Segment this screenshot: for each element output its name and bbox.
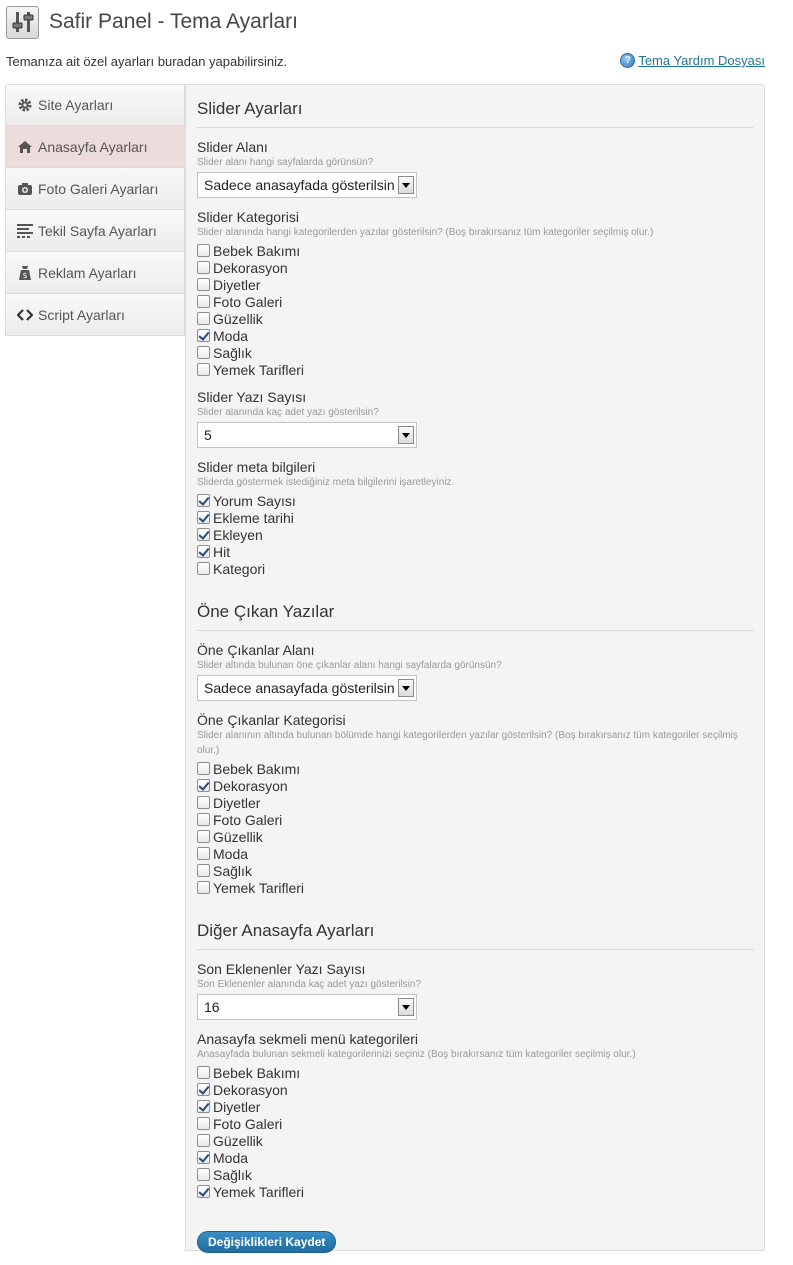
select-slider-alani[interactable]	[197, 172, 417, 198]
checkbox-label: Diyetler	[213, 1098, 261, 1115]
chevron-down-icon[interactable]	[398, 426, 414, 444]
page-header	[6, 5, 298, 39]
checkbox-label: Ekleyen	[213, 526, 263, 543]
sidebar-item-label: Script Ayarları	[38, 306, 125, 323]
field-slider-alani	[197, 139, 754, 198]
sidebar-item-label: Foto Galeri Ayarları	[38, 180, 159, 197]
checkbox-option-yemek-tarifleri[interactable]	[197, 879, 754, 896]
checkbox-option-guzellik[interactable]	[197, 1132, 754, 1149]
camera-icon	[16, 181, 34, 197]
sidebar-item-label: Tekil Sayfa Ayarları	[38, 222, 157, 239]
gear-icon	[16, 97, 34, 113]
checkbox-option-ekleyen[interactable]	[197, 526, 754, 543]
select-one-cikanlar-alani[interactable]	[197, 675, 417, 701]
chevron-down-icon[interactable]	[398, 176, 414, 194]
checkbox[interactable]	[197, 830, 210, 843]
field-label: Son Eklenenler Yazı Sayısı	[197, 961, 366, 977]
checkbox[interactable]	[197, 813, 210, 826]
code-icon	[16, 307, 34, 323]
sidebar-item-label: Anasayfa Ayarları	[38, 138, 148, 155]
field-anasayfa-sekmeli-menu-kategorileri	[197, 1031, 754, 1200]
field-description: Son Eklenenler alanında kaç adet yazı gösterilsin?	[197, 979, 422, 990]
help-icon[interactable]: ?	[620, 53, 635, 68]
checkbox-label: Sağlık	[213, 862, 252, 879]
field-one-cikanlar-kategorisi	[197, 712, 754, 896]
chevron-down-icon[interactable]	[398, 679, 414, 697]
select-slider-yazi-sayisi[interactable]	[197, 422, 417, 448]
checkbox-label: Güzellik	[213, 828, 263, 845]
checkbox-option-ekleme-tarihi[interactable]	[197, 509, 754, 526]
section-title-one-cikan-yazilar: Öne Çıkan Yazılar	[197, 588, 754, 631]
checkbox-label: Yemek Tarifleri	[213, 361, 305, 378]
checkbox-option-bebek-bakimi[interactable]	[197, 1064, 754, 1081]
checkbox-option-diyetler[interactable]	[197, 794, 754, 811]
checkbox-option-dekorasyon[interactable]	[197, 1081, 754, 1098]
field-label: Öne Çıkanlar Alanı	[197, 642, 315, 658]
checkbox[interactable]	[197, 295, 210, 308]
select-value: Sadece anasayfada gösterilsin	[204, 177, 395, 193]
checkbox[interactable]	[197, 244, 210, 257]
checkbox-label: Moda	[213, 845, 249, 862]
checkbox-option-diyetler[interactable]	[197, 276, 754, 293]
field-description: Slider alanında hangi kategorilerden yazılar gösterilsin? (Boş bırakırsanız tüm kategoriler seçilmiş olur.)	[197, 227, 654, 238]
checkbox[interactable]	[197, 1100, 210, 1113]
lines-icon	[16, 223, 34, 239]
checkbox-option-saglik[interactable]	[197, 1166, 754, 1183]
checkbox-option-moda[interactable]	[197, 1149, 754, 1166]
checkbox-option-diyetler[interactable]	[197, 1098, 754, 1115]
checkbox-option-guzellik[interactable]	[197, 310, 754, 327]
checkbox-label: Diyetler	[213, 276, 261, 293]
page-title: Safir Panel - Tema Ayarları	[49, 10, 299, 33]
checkbox-option-foto-galeri[interactable]	[197, 811, 754, 828]
checkbox[interactable]	[197, 1168, 210, 1181]
sidebar-item-label: Reklam Ayarları	[38, 264, 137, 281]
checkbox-label: Bebek Bakımı	[213, 242, 301, 259]
checkbox[interactable]	[197, 762, 210, 775]
checkbox-label: Dekorasyon	[213, 259, 288, 276]
checkbox-label: Foto Galeri	[213, 811, 283, 828]
field-description: Anasayfada bulunan sekmeli kategorilerinizi seçiniz (Boş bırakırsanız tüm kategoriler seçilmiş olur.)	[197, 1049, 636, 1060]
checkbox[interactable]	[197, 363, 210, 376]
checkbox[interactable]	[197, 847, 210, 860]
checkbox[interactable]	[197, 1066, 210, 1079]
checkbox-option-dekorasyon[interactable]	[197, 259, 754, 276]
checkbox[interactable]	[197, 1151, 210, 1164]
sidebar-item-foto-galeri-ayarlari[interactable]	[5, 168, 185, 210]
field-label: Slider Alanı	[197, 139, 268, 155]
field-description: Slider altında bulunan öne çıkanlar alanı hangi sayfalarda görünsün?	[197, 660, 502, 671]
checkbox-label: Ekleme tarihi	[213, 509, 294, 526]
checkbox-option-bebek-bakimi[interactable]	[197, 242, 754, 259]
checkbox-option-yorum-sayisi[interactable]	[197, 492, 754, 509]
checkbox-option-saglik[interactable]	[197, 862, 754, 879]
field-slider-meta-bilgileri	[197, 459, 754, 577]
checkbox[interactable]	[197, 494, 210, 507]
checkbox-label: Güzellik	[213, 1132, 263, 1149]
field-label: Slider Yazı Sayısı	[197, 389, 307, 405]
help-link[interactable]: Tema Yardım Dosyası	[638, 53, 765, 68]
field-description: Slider alanında kaç adet yazı gösterilsin?	[197, 407, 379, 418]
checkbox-label: Foto Galeri	[213, 1115, 283, 1132]
settings-sliders-icon	[6, 6, 39, 39]
money-bag-icon	[16, 265, 34, 281]
checkbox-label: Foto Galeri	[213, 293, 283, 310]
sidebar-item-reklam-ayarlari[interactable]	[5, 252, 185, 294]
checkbox-label: Bebek Bakımı	[213, 1064, 301, 1081]
help-link-container[interactable]	[620, 53, 765, 68]
sidebar-item-script-ayarlari[interactable]	[5, 294, 185, 336]
checkbox-option-foto-galeri[interactable]	[197, 293, 754, 310]
checkbox[interactable]	[197, 528, 210, 541]
save-button[interactable]: Değişiklikleri Kaydet	[197, 1231, 336, 1253]
checkbox[interactable]	[197, 511, 210, 524]
checkbox[interactable]	[197, 1083, 210, 1096]
sidebar-item-anasayfa-ayarlari[interactable]	[5, 126, 185, 168]
sidebar-item-site-ayarlari[interactable]	[5, 84, 185, 126]
field-description: Sliderda göstermek istediğiniz meta bilgilerini işaretleyiniz.	[197, 477, 455, 488]
checkbox-label: Yorum Sayısı	[213, 492, 296, 509]
checkbox-option-foto-galeri[interactable]	[197, 1115, 754, 1132]
checkbox[interactable]	[197, 881, 210, 894]
checkbox[interactable]	[197, 562, 210, 575]
field-one-cikanlar-alani	[197, 642, 754, 701]
checkbox-label: Moda	[213, 327, 249, 344]
checkbox-label: Moda	[213, 1149, 249, 1166]
checkbox-label: Sağlık	[213, 1166, 252, 1183]
checkbox-label: Dekorasyon	[213, 1081, 288, 1098]
settings-panel	[185, 84, 765, 1251]
field-slider-kategorisi	[197, 209, 754, 378]
section-title-diger-anasayfa-ayarlari: Diğer Anasayfa Ayarları	[197, 907, 754, 950]
checkbox-label: Diyetler	[213, 794, 261, 811]
checkbox[interactable]	[197, 1185, 210, 1198]
checkbox-option-yemek-tarifleri[interactable]	[197, 1183, 754, 1200]
sidebar-item-label: Site Ayarları	[38, 97, 114, 113]
checkbox[interactable]	[197, 278, 210, 291]
checkbox[interactable]	[197, 1117, 210, 1130]
checkbox[interactable]	[197, 779, 210, 792]
checkbox-label: Yemek Tarifleri	[213, 879, 305, 896]
select-value: 5	[204, 427, 212, 443]
field-description: Slider alanının altında bulunan bölümde hangi kategorilerden yazılar gösterilsin? (Boş bırakırsanız tüm kategoriler seçilmiş olur.)	[197, 730, 738, 756]
checkbox[interactable]	[197, 545, 210, 558]
checkbox-option-yemek-tarifleri[interactable]	[197, 361, 754, 378]
chevron-down-icon[interactable]	[398, 998, 414, 1016]
select-value: Sadece anasayfada gösterilsin	[204, 680, 395, 696]
field-son-eklenenler-yazi-sayisi	[197, 961, 754, 1020]
checkbox[interactable]	[197, 796, 210, 809]
checkbox[interactable]	[197, 864, 210, 877]
checkbox-option-moda[interactable]	[197, 327, 754, 344]
checkbox-label: Dekorasyon	[213, 777, 288, 794]
sidebar-item-tekil-sayfa-ayarlari[interactable]	[5, 210, 185, 252]
field-label: Anasayfa sekmeli menü kategorileri	[197, 1031, 418, 1047]
checkbox-label: Sağlık	[213, 344, 252, 361]
checkbox-option-guzellik[interactable]	[197, 828, 754, 845]
checkbox-label: Kategori	[213, 560, 266, 577]
checkbox-label: Hit	[213, 543, 231, 560]
section-title-slider-ayarlari: Slider Ayarları	[197, 85, 754, 128]
field-label: Öne Çıkanlar Kategorisi	[197, 712, 346, 728]
checkbox-option-saglik[interactable]	[197, 344, 754, 361]
home-icon	[16, 139, 34, 155]
select-value: 16	[204, 999, 220, 1015]
field-slider-yazi-sayisi	[197, 389, 754, 448]
checkbox-option-bebek-bakimi[interactable]	[197, 760, 754, 777]
checkbox[interactable]	[197, 329, 210, 342]
checkbox-option-kategori[interactable]	[197, 560, 754, 577]
checkbox[interactable]	[197, 1134, 210, 1147]
checkbox-label: Güzellik	[213, 310, 263, 327]
field-description: Slider alanı hangi sayfalarda görünsün?	[197, 157, 374, 168]
field-label: Slider Kategorisi	[197, 209, 299, 225]
checkbox-label: Yemek Tarifleri	[213, 1183, 305, 1200]
sidebar	[5, 84, 185, 336]
checkbox-option-dekorasyon[interactable]	[197, 777, 754, 794]
select-son-eklenenler-yazi-sayisi[interactable]	[197, 994, 417, 1020]
checkbox[interactable]	[197, 261, 210, 274]
checkbox[interactable]	[197, 312, 210, 325]
page-subtitle: Temanıza ait özel ayarları buradan yapabilirsiniz.	[6, 54, 288, 69]
svg-text:$: $	[22, 270, 28, 280]
field-label: Slider meta bilgileri	[197, 459, 316, 475]
checkbox[interactable]	[197, 346, 210, 359]
checkbox-label: Bebek Bakımı	[213, 760, 301, 777]
checkbox-option-hit[interactable]	[197, 543, 754, 560]
checkbox-option-moda[interactable]	[197, 845, 754, 862]
